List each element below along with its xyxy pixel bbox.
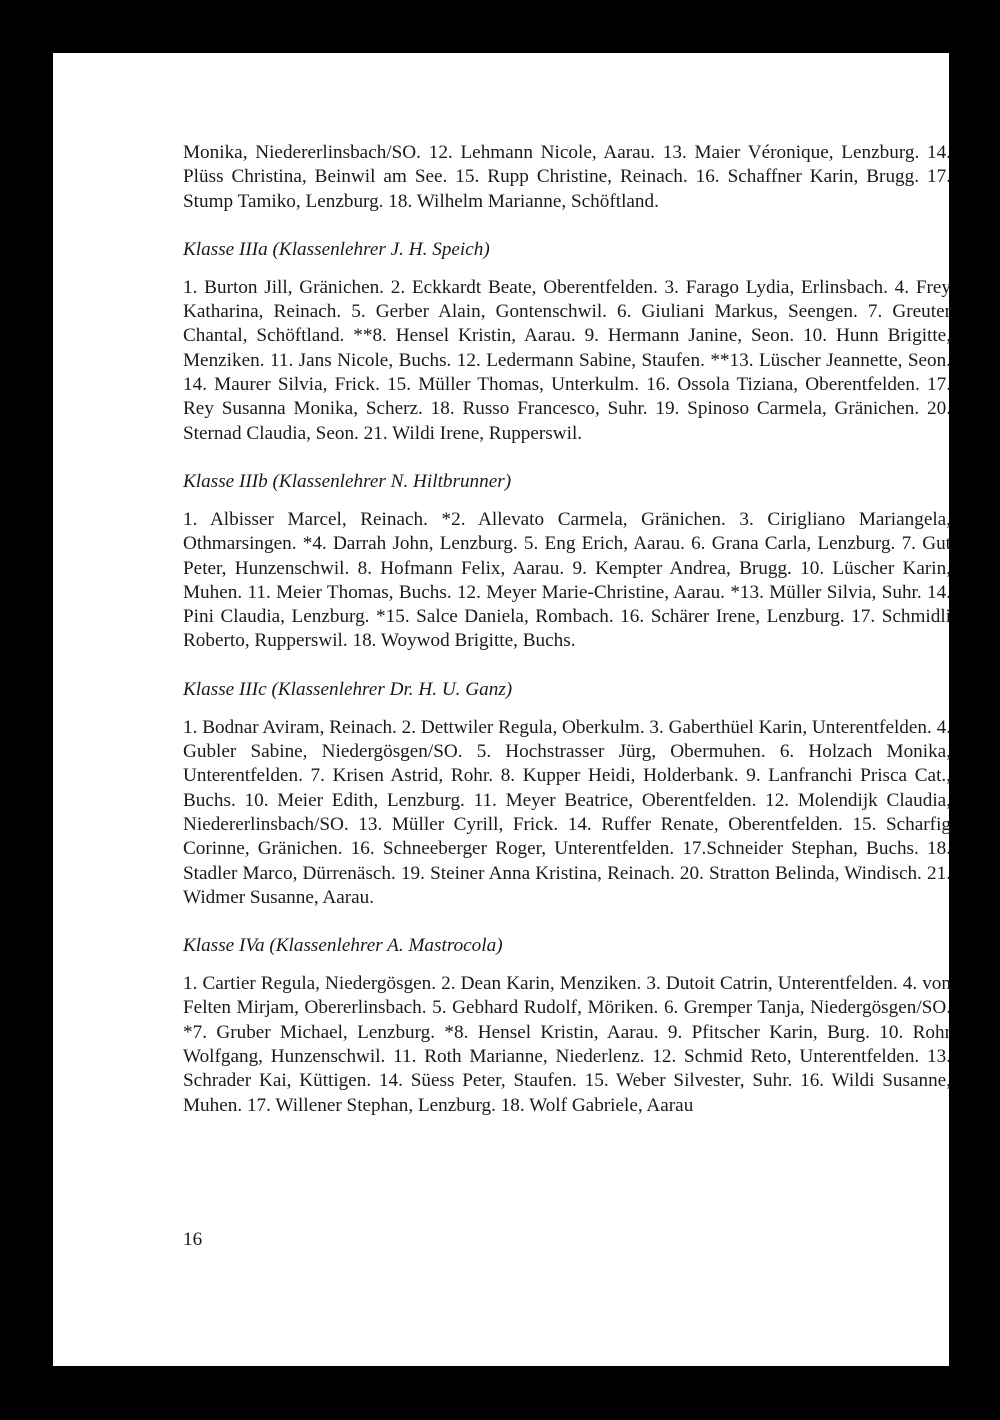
section-heading-klasse-iiia: Klasse IIIa (Klassenlehrer J. H. Speich) — [183, 238, 490, 260]
page-number: 16 — [183, 1229, 203, 1250]
document-page — [53, 53, 949, 1366]
section-heading-klasse-iva: Klasse IVa (Klassenlehrer A. Mastrocola) — [183, 935, 503, 957]
section-text-klasse-iiic: 1. Bodnar Aviram, Reinach. 2. Dettwiler Regula, Oberkulm. 3. Gaberthüel Karin, Unterentfelden. 4. Gubler Sabine, Niedergösgen/SO. 5. Hochstrasser Jürg, Obermuhen. 6. Holzach Monika, Unterentfelden. 7. Krisen Astrid, Rohr. 8. Kupper Heidi, Holderbank. 9. Lanfranchi Prisca Cat., Buchs. 10. Meier Edith, Lenzburg. 11. Meyer Beatrice, Oberentfelden. 12. Molendijk Claudia, Niedererlinsbach/SO. 13. Müller Cyrill, Frick. 14. Ruffer Renate, Oberentfelden. 15. Scharfig Corinne, Gränichen. 16. Schneeberger Roger, Unterentfelden. 17.Schneider Stephan, Buchs. 18. Stadler Marco, Dürrenäsch. 19. Steiner Anna Kristina, Reinach. 20. Stratton Belinda, Windisch. 21. Widmer Susanne, Aarau. — [183, 716, 951, 908]
section-heading-klasse-iiib: Klasse IIIb (Klassenlehrer N. Hiltbrunner) — [183, 470, 512, 492]
page-content — [183, 141, 951, 1118]
section-text-klasse-iiib: 1. Albisser Marcel, Reinach. *2. Allevato Carmela, Gränichen. 3. Cirigliano Mariangela, Othmarsingen. *4. Darrah John, Lenzburg. 5. Eng Erich, Aarau. 6. Grana Carla, Lenzburg. 7. Gut Peter, Hunzenschwil. 8. Hofmann Felix, Aarau. 9. Kempter Andrea, Brugg. 10. Lüscher Karin, Muhen. 11. Meier Thomas, Buchs. 12. Meyer Marie-Christine, Aarau. *13. Müller Silvia, Suhr. 14. Pini Claudia, Lenzburg. *15. Salce Daniela, Rombach. 16. Schärer Irene, Lenzburg. 17. Schmidli Roberto, Rupperswil. 18. Woywod Brigitte, Buchs. — [183, 508, 951, 652]
section-heading-klasse-iiic: Klasse IIIc (Klassenlehrer Dr. H. U. Ganz) — [183, 678, 513, 700]
section-text-klasse-iiia: 1. Burton Jill, Gränichen. 2. Eckkardt Beate, Oberentfelden. 3. Farago Lydia, Erlinsbach. 4. Frey Katharina, Reinach. 5. Gerber Alain, Gontenschwil. 6. Giuliani Markus, Seengen. 7. Greuter Chantal, Schöftland. **8. Hensel Kristin, Aarau. 9. Hermann Janine, Seon. 10. Hunn Brigitte, Menziken. 11. Jans Nicole, Buchs. 12. Ledermann Sabine, Staufen. **13. Lüscher Jeannette, Seon. 14. Maurer Silvia, Frick. 15. Müller Thomas, Unterkulm. 16. Ossola Tiziana, Oberentfelden. 17. Rey Susanna Monika, Scherz. 18. Russo Francesco, Suhr. 19. Spinoso Carmela, Gränichen. 20. Sternad Claudia, Seon. 21. Wildi Irene, Rupperswil. — [183, 276, 951, 444]
intro-paragraph: Monika, Niedererlinsbach/SO. 12. Lehmann Nicole, Aarau. 13. Maier Véronique, Lenzburg. 14. Plüss Christina, Beinwil am See. 15. Rupp Christine, Reinach. 16. Schaffner Karin, Brugg. 17. Stump Tamiko, Lenzburg. 18. Wilhelm Marianne, Schöftland. — [183, 142, 951, 212]
section-text-klasse-iva: 1. Cartier Regula, Niedergösgen. 2. Dean Karin, Menziken. 3. Dutoit Catrin, Unterentfelden. 4. von Felten Mirjam, Obererlinsbach. 5. Gebhard Rudolf, Möriken. 6. Gremper Tanja, Niedergösgen/SO. *7. Gruber Michael, Lenzburg. *8. Hensel Kristin, Aarau. 9. Pfitscher Karin, Burg. 10. Rohr Wolfgang, Hunzenschwil. 11. Roth Marianne, Niederlenz. 12. Schmid Reto, Unterentfelden. 13. Schrader Kai, Küttigen. 14. Süess Peter, Staufen. 15. Weber Silvester, Suhr. 16. Wildi Susanne, Muhen. 17. Willener Stephan, Lenzburg. 18. Wolf Gabriele, Aarau — [183, 973, 951, 1116]
